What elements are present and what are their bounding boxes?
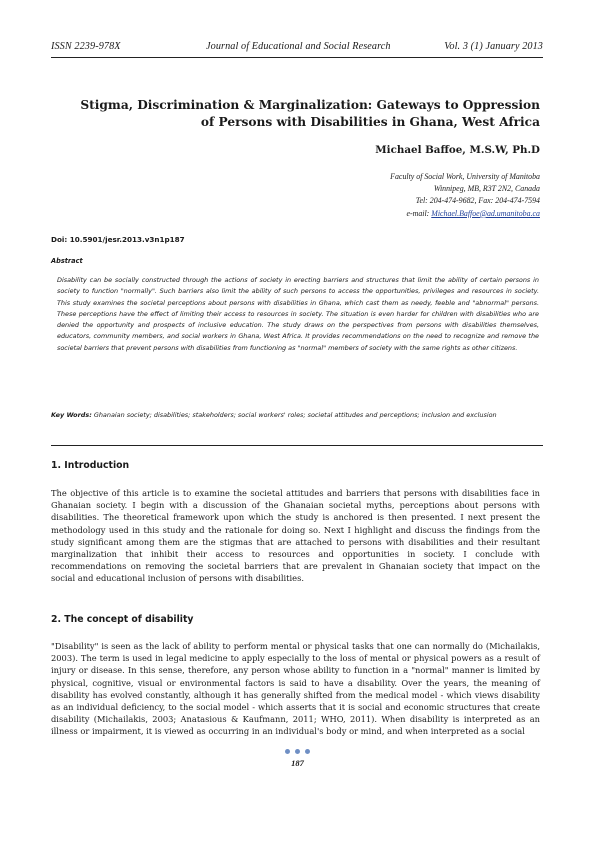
abstract-text: Disability can be socially constructed through the actions of society in erecting barriers and structures that limit the ability of certain persons in society to function "normally". Such barriers also limit the ability of such persons to access the opportunities, privileges and resources in society. This study examines the societal perceptions about persons with disabilities in Ghana, which cast them as needy, feeble and "abnormal" persons. These perceptions have the effect of limiting their access to resources in society. The situation is even harder for children with disabilities who are denied the opportunity and prospects of inclusive education. The study draws on the perspectives from persons with disabilities themselves, educators, community members, and social workers in Ghana, West Africa. It provides recommendations on the need to recognize and remove the societal barriers that prevent persons with disabilities from functioning as "normal" members of society with the same rights as other citizens. [57, 276, 539, 352]
keywords-rule [51, 445, 543, 446]
email-line [390, 208, 540, 220]
article-title [70, 97, 540, 131]
abstract-heading: Abstract [51, 257, 83, 265]
affiliation-line: Tel: 204-474-9682, Fax: 204-474-7594 [415, 196, 540, 206]
keywords-text: Ghanaian society; disabilities; stakeholders; social workers' roles; societal attitudes and perceptions; inclusion and exclusion [91, 411, 497, 419]
section-heading-concept: 2. The concept of disability [51, 614, 194, 625]
journal-name: Journal of Educational and Social Research [206, 41, 391, 52]
affiliation [390, 171, 540, 220]
ornament-dot [295, 749, 300, 754]
header-rule [51, 57, 543, 58]
title-line-2: of Persons with Disabilities in Ghana, West Africa [200, 115, 540, 129]
page-number: 187 [291, 758, 304, 768]
ornament-dot [285, 749, 290, 754]
running-header [51, 41, 543, 55]
ornament-dot [305, 749, 310, 754]
issn: ISSN 2239-978X [51, 41, 121, 52]
email-label: e-mail: [406, 208, 432, 218]
affiliation-line: Faculty of Social Work, University of Manitoba [390, 172, 540, 181]
volume-info: Vol. 3 (1) January 2013 [444, 41, 543, 52]
doi: Doi: 10.5901/jesr.2013.v3n1p187 [51, 235, 185, 244]
page-ornament [285, 749, 311, 755]
keywords-label: Key Words: [51, 411, 92, 419]
section-heading-introduction: 1. Introduction [51, 460, 130, 471]
keywords [51, 410, 539, 422]
author-name: Michael Baffoe, M.S.W, Ph.D [375, 144, 540, 156]
email-link[interactable]: Michael.Baffoe@ad.umanitoba.ca [431, 208, 540, 218]
concept-paragraph: "Disability" is seen as the lack of ability to perform mental or physical tasks that one can normally do (Michailakis, 2003). The term is used in legal medicine to apply especially to the loss of mental or physical powers as a result of injury or disease. In this sense, therefore, any person whose ability to function in a "normal" manner is limited by physical, cognitive, visual or environmental factors is said to have a disability. Over the years, the meaning of disability has evolved constantly, although it has generally shifted from the medical model - which views disability as an individual deficiency, to the social model - which asserts that it is social and economic structures that create disability (Michailakis, 2003; Anatasious & Kaufmann, 2011; WHO, 2011). When disability is interpreted as an illness or impairment, it is viewed as occurring in an individual's body or mind, and when interpreted as a social [51, 641, 540, 737]
affiliation-line: Winnipeg, MB, R3T 2N2, Canada [433, 184, 540, 194]
title-line-1: Stigma, Discrimination & Marginalization: Gateways to Oppression [80, 98, 540, 112]
introduction-paragraph: The objective of this article is to examine the societal attitudes and barriers that persons with disabilities face in Ghanaian society. I begin with a discussion of the Ghanaian societal myths, perceptions about persons with disabilities. The theoretical framework upon which the study is anchored is then presented. I next present the methodology used in this study and the rationale for doing so. Next I highlight and discuss the findings from the study significant among them are the stigmas that are attached to persons with disabilities and their resultant marginalization that inhibit their access to resources and opportunities in society. I conclude with recommendations on removing the societal barriers that are prevalent in Ghanaian society that impact on the social and educational inclusion of persons with disabilities. [51, 488, 540, 584]
